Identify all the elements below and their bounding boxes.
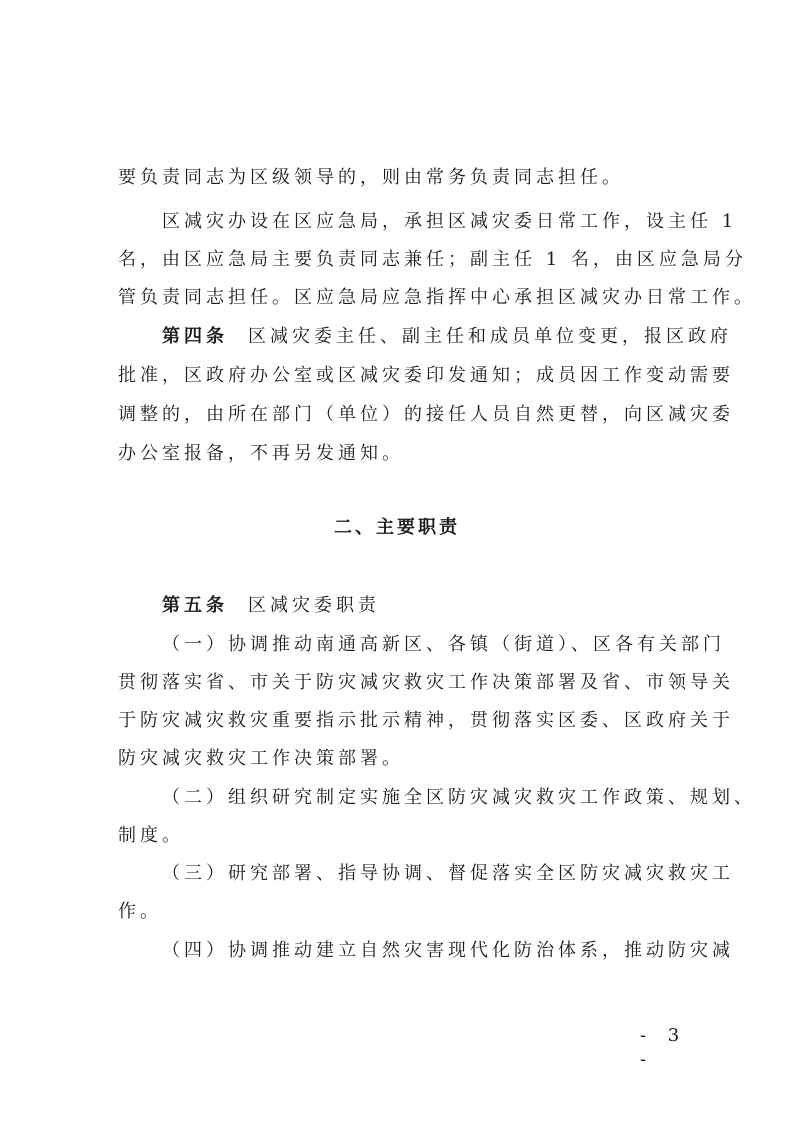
page-number: - 3 - (640, 1025, 688, 1070)
list-item-line: 制度。 (118, 825, 184, 846)
paragraph-line: 名，由区应急局主要负责同志兼任；副主任 1 名，由区应急局分 (118, 249, 747, 270)
list-item-line: 防灾减灾救灾工作决策部署。 (118, 748, 404, 769)
article-5-label: 第五条 (162, 595, 228, 616)
paragraph-line: 要负责同志为区级领导的，则由常务负责同志担任。 (118, 167, 624, 188)
article-4-first-line (162, 325, 732, 351)
list-item-line: 贯彻落实省、市关于防灾减灾救灾工作决策部署及省、市领导关 (118, 672, 734, 693)
paragraph-line: 区减灾办设在区应急局，承担区减灾委日常工作，设主任 1 (162, 211, 738, 232)
list-item-line: （三）研究部署、指导协调、督促落实全区防灾减灾救灾工 (162, 863, 734, 884)
list-item-line: （一）协调推动南通高新区、各镇（街道）、区各有关部门 (162, 634, 725, 655)
section-heading: 二、主要职责 (334, 517, 460, 538)
list-item-line: （二）组织研究制定实施全区防灾减灾救灾工作政策、规划、 (162, 787, 756, 808)
article-5-title-line (162, 594, 708, 620)
list-item-line: （四）协调推动建立自然灾害现代化防治体系，推动防灾减 (162, 940, 734, 961)
paragraph-line: 调整的，由所在部门（单位）的接任人员自然更替，向区减灾委 (118, 404, 734, 425)
paragraph-line: 管负责同志担任。区应急局应急指挥中心承担区减灾办日常工作。 (118, 287, 756, 308)
list-item-line: 于防灾减灾救灾重要指示批示精神，贯彻落实区委、区政府关于 (118, 710, 734, 731)
paragraph-line: 办公室报备，不再另发通知。 (118, 443, 404, 464)
paragraph-line: 批准，区政府办公室或区减灾委印发通知；成员因工作变动需要 (118, 365, 734, 386)
article-5-title: 区减灾委职责 (248, 595, 380, 616)
article-4-label: 第四条 (162, 326, 228, 347)
article-4-text: 区减灾委主任、副主任和成员单位变更，报区政府 (248, 326, 732, 347)
list-item-line: 作。 (118, 901, 162, 922)
